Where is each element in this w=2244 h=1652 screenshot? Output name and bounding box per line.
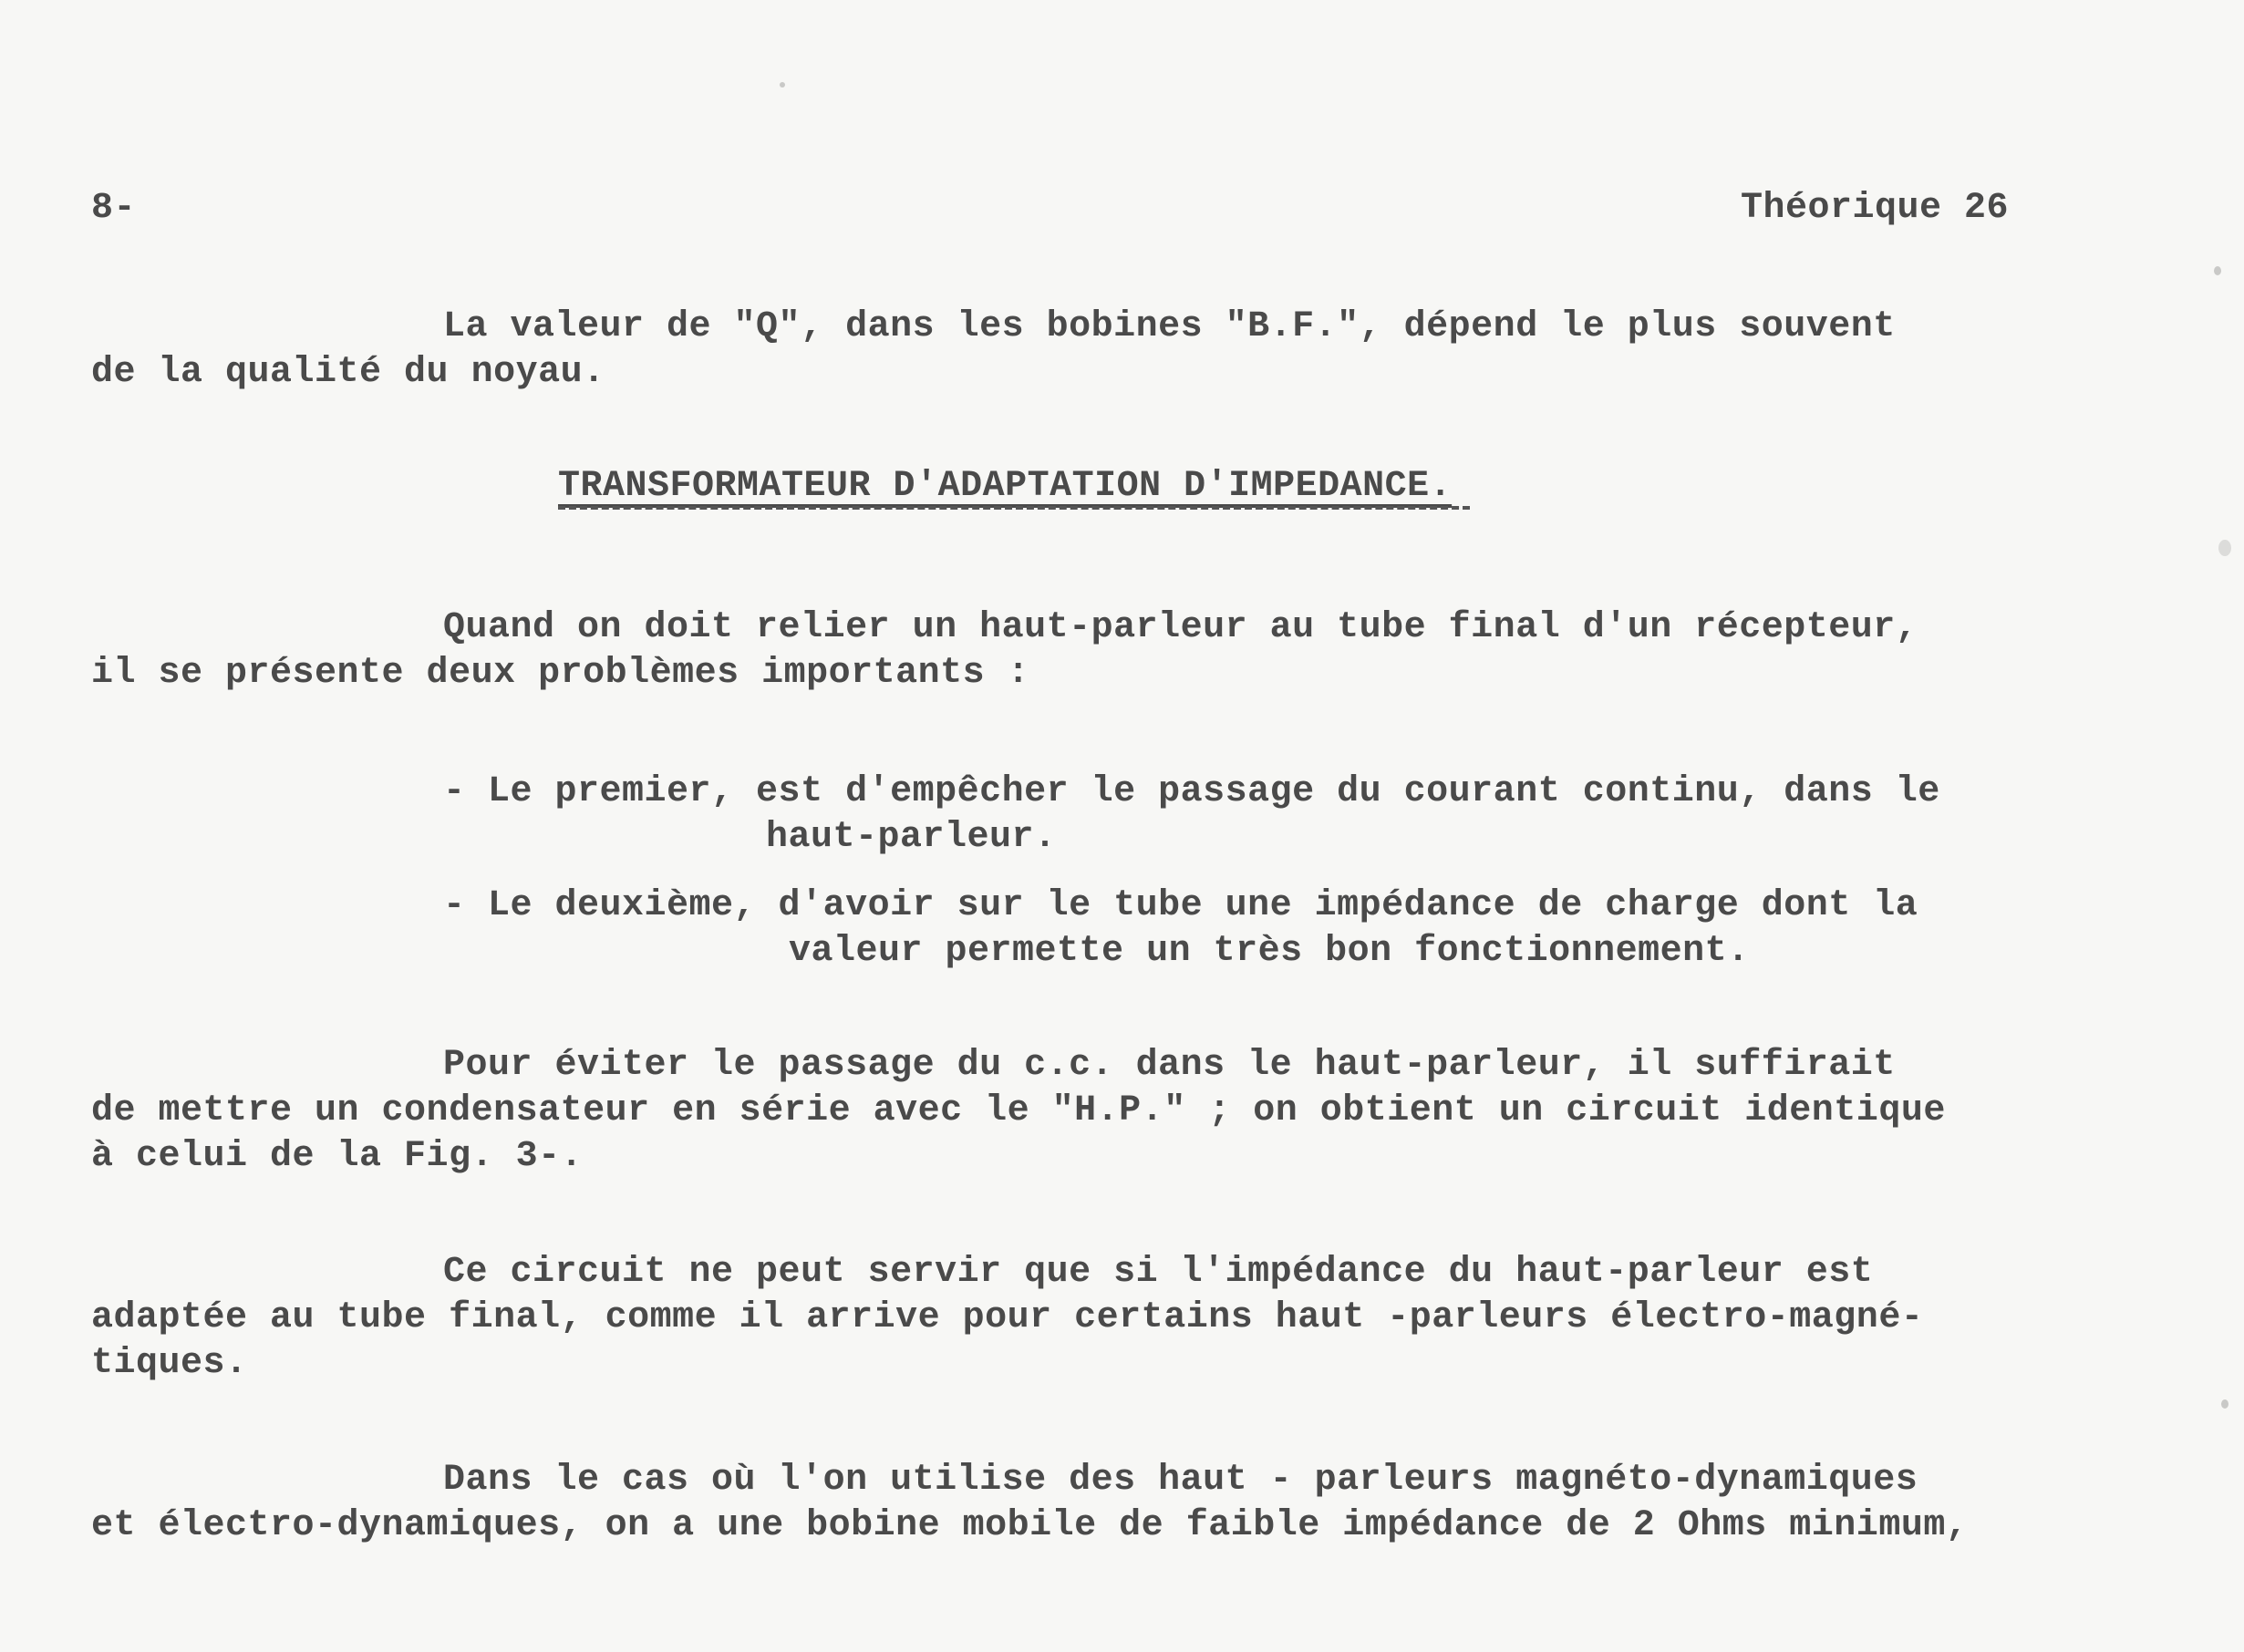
page-number: 8- <box>91 188 137 229</box>
scan-speck <box>2218 540 2231 556</box>
paragraph-2-line-1: Quand on doit relier un haut-parleur au tube final d'un récepteur, <box>443 607 1918 648</box>
paragraph-1-line-1: La valeur de "Q", dans les bobines "B.F.", dépend le plus souvent <box>443 306 1896 347</box>
section-heading: TRANSFORMATEUR D'ADAPTATION D'IMPEDANCE. <box>558 466 1453 507</box>
paragraph-4-line-3: tiques. <box>91 1343 248 1384</box>
paragraph-1-line-2: de la qualité du noyau. <box>91 352 605 393</box>
paragraph-4-line-2: adaptée au tube final, comme il arrive pour certains haut -parleurs électro-magné- <box>91 1297 1924 1338</box>
paragraph-3-line-1: Pour éviter le passage du c.c. dans le haut-parleur, il suffirait <box>443 1045 1896 1086</box>
paragraph-4-line-1: Ce circuit ne peut servir que si l'impédance du haut-parleur est <box>443 1252 1874 1293</box>
list-item-1-line-2: haut-parleur. <box>766 817 1057 858</box>
section-header: Théorique 26 <box>1740 188 2009 229</box>
list-item-1-line-1: - Le premier, est d'empêcher le passage du courant continu, dans le <box>443 771 1940 812</box>
scan-speck <box>2214 266 2221 275</box>
paragraph-3-line-2: de mettre un condensateur en série avec le "H.P." ; on obtient un circuit identique <box>91 1090 1946 1131</box>
list-item-2-line-1: - Le deuxième, d'avoir sur le tube une impédance de charge dont la <box>443 885 1918 926</box>
scan-speck <box>780 82 785 88</box>
paragraph-5-line-2: et électro-dynamiques, on a une bobine mobile de faible impédance de 2 Ohms minimum, <box>91 1505 1969 1546</box>
paragraph-2-line-2: il se présente deux problèmes importants : <box>91 653 1030 694</box>
heading-dashed-rule <box>558 506 1470 510</box>
paragraph-5-line-1: Dans le cas où l'on utilise des haut - parleurs magnéto-dynamiques <box>443 1460 1918 1501</box>
scan-speck <box>2221 1399 2228 1409</box>
list-item-2-line-2: valeur permette un très bon fonctionnement. <box>789 931 1750 972</box>
paragraph-3-line-3: à celui de la Fig. 3-. <box>91 1136 584 1177</box>
